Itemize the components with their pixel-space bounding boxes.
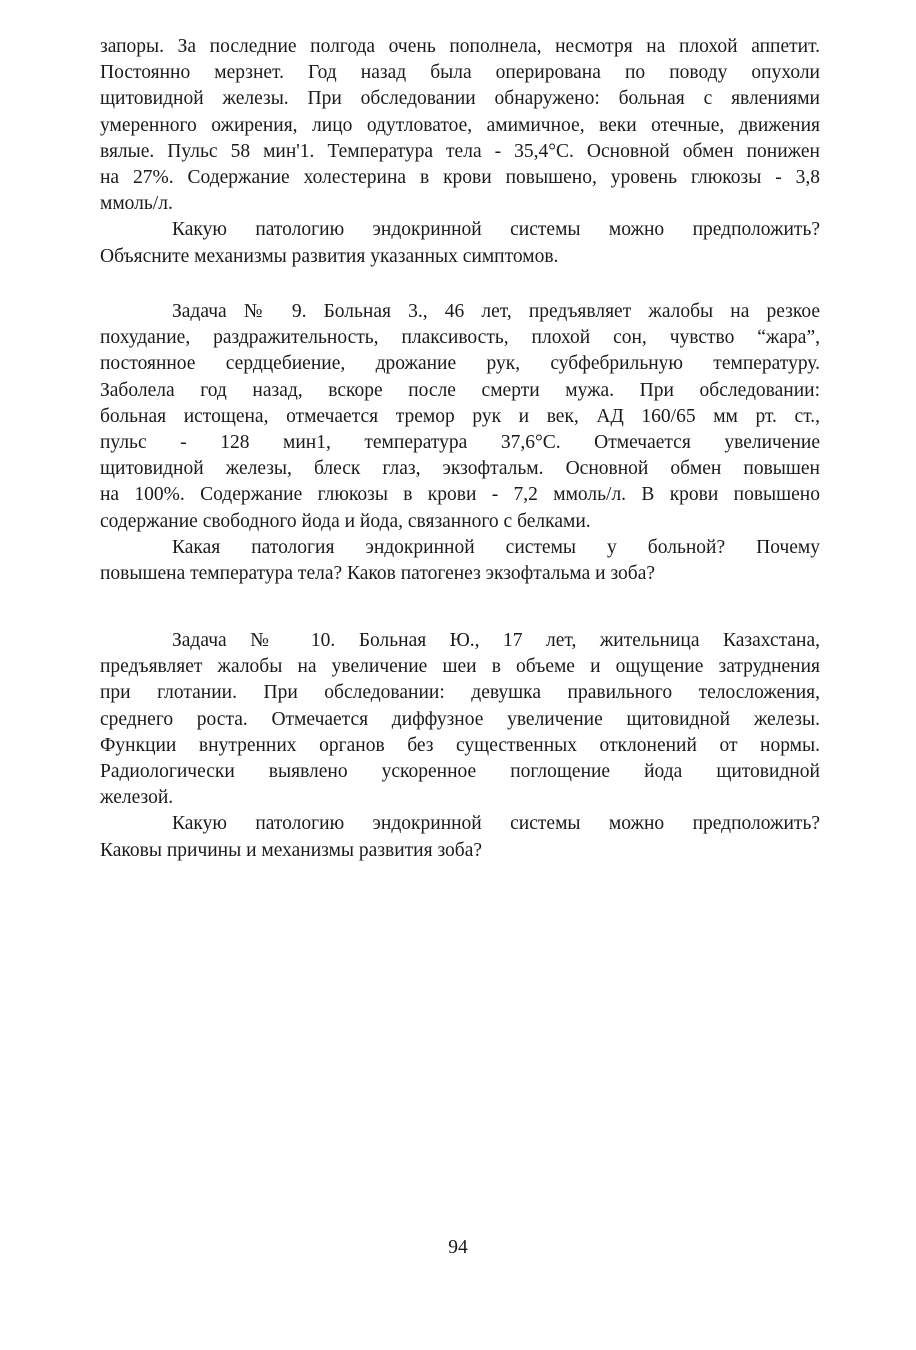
text-line: на 100%. Содержание глюкозы в крови - 7,2 ммоль/л. В крови повышено [100, 484, 820, 506]
text-line: Какую патологию эндокринной системы можно предположить? [172, 219, 820, 241]
text-line: Какую патологию эндокринной системы можно предположить? [172, 813, 820, 835]
text-line: Объясните механизмы развития указанных симптомов. [100, 245, 559, 267]
page-number: 94 [448, 1237, 468, 1258]
text-line: Каковы причины и механизмы развития зоба? [100, 839, 483, 861]
text-line: повышена температура тела? Каков патогенез экзофтальма и зоба? [100, 562, 656, 584]
text-line: запоры. За последние полгода очень пополнела, несмотря на плохой аппетит. [100, 36, 820, 57]
text-line: пульс - 128 мин1, температура 37,6°С. Отмечается увеличение [100, 431, 820, 453]
paragraph-task-9 [100, 299, 820, 535]
text-line: вялые. Пульс 58 мин'1. Температура тела - 35,4°С. Основной обмен понижен [100, 140, 820, 162]
text-line: среднего роста. Отмечается диффузное увеличение щитовидной железы. [100, 708, 820, 730]
text-line: Радиологически выявлено ускоренное поглощение йода щитовидной [100, 760, 820, 782]
text-line: Функции внутренних органов без существенных отклонений от нормы. [100, 734, 820, 756]
text-line: больная истощена, отмечается тремор рук и век, АД 160/65 мм рт. ст., [100, 405, 820, 427]
text-line: Заболела год назад, вскоре после смерти мужа. При обследовании: [100, 379, 820, 401]
text-line: Постоянно мерзнет. Год назад была оперирована по поводу опухоли [100, 62, 820, 84]
text-line: Задача № 10. Больная Ю., 17 лет, жительница Казахстана, [172, 630, 820, 651]
text-line: на 27%. Содержание холестерина в крови повышено, уровень глюкозы - 3,8 [100, 166, 820, 188]
text-line: Задача № 9. Больная 3., 46 лет, предъявляет жалобы на резкое [172, 301, 820, 322]
paragraph-question-1 [100, 217, 820, 269]
text-section-1 [100, 34, 820, 270]
paragraph-hypothyroid-case-end [100, 34, 820, 217]
text-line: содержание свободного йода и йода, связанного с белками. [100, 510, 591, 532]
text-section-task-10 [100, 628, 820, 864]
text-line: постоянное сердцебиение, дрожание рук, субфебрильную температуру. [100, 353, 820, 375]
text-section-task-9 [100, 299, 820, 587]
text-line: Какая патология эндокринной системы у больной? Почему [172, 536, 820, 558]
paragraph-question-10 [100, 811, 820, 863]
text-line: умеренного ожирения, лицо одутловатое, амимичное, веки отечные, движения [100, 114, 820, 136]
text-line: при глотании. При обследовании: девушка правильного телосложения, [100, 682, 820, 704]
text-line: щитовидной железы, блеск глаз, экзофтальм. Основной обмен повышен [100, 458, 820, 480]
text-line: ммоль/л. [100, 193, 173, 215]
text-line: железой. [100, 787, 174, 809]
paragraph-task-10 [100, 628, 820, 811]
text-line: щитовидной железы. При обследовании обнаружено: больная с явлениями [100, 88, 820, 110]
text-line: похудание, раздражительность, плаксивость, плохой сон, чувство “жара”, [100, 327, 820, 349]
text-line: предъявляет жалобы на увеличение шеи в объеме и ощущение затруднения [100, 656, 820, 678]
paragraph-question-9 [100, 535, 820, 587]
